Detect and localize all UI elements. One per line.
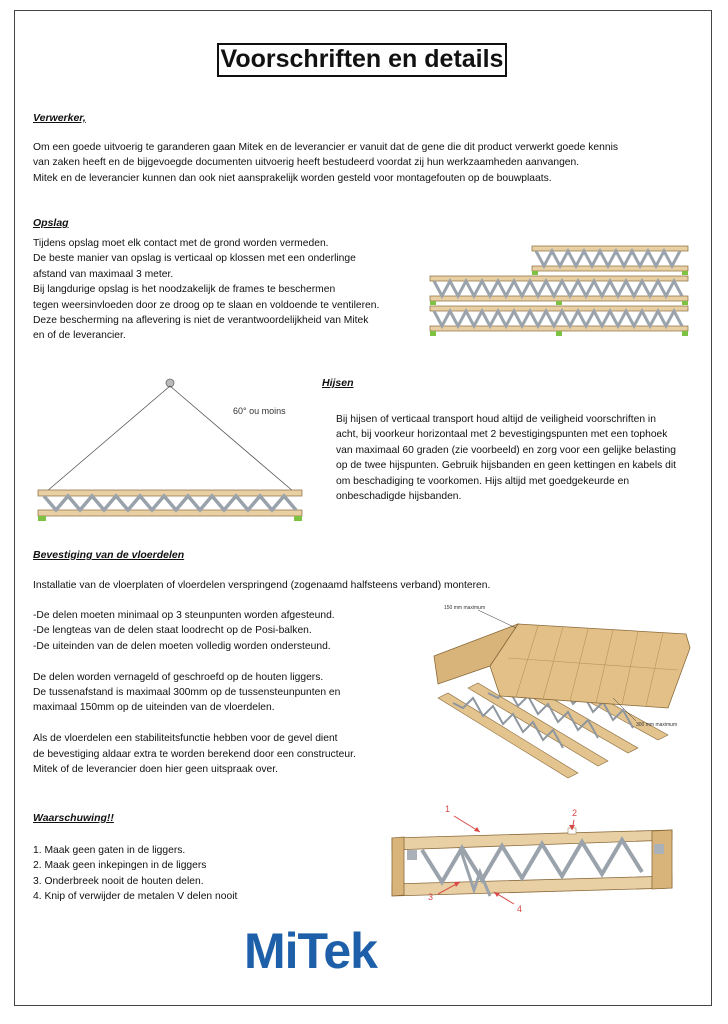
callout-1: 1	[445, 804, 451, 814]
bevestiging-stability-line: de bevestiging aldaar extra te worden berekend door een constructeur.	[33, 748, 356, 760]
warning-item: 3. Onderbreek nooit de houten delen.	[33, 875, 204, 887]
opslag-heading: Opslag	[33, 217, 69, 229]
opslag-text	[33, 236, 379, 344]
bevestiging-stability-line: Als de vloerdelen een stabiliteitsfunctie hebben voor de gevel dient	[33, 733, 338, 745]
opslag-line: tegen weersinvloeden door ze droog op te slaan en voldoende te ventileren.	[33, 299, 380, 311]
storage-stack-illustration	[428, 242, 694, 340]
callout-2: 2	[572, 808, 578, 818]
verwerker-line: van zaken heeft en de bijgevoegde documenten uitvoerig heeft bestudeerd voordat zij hun werkzaamheden aanvangen.	[33, 157, 580, 169]
opslag-line: Deze bescherming na aflevering is niet de verantwoordelijkheid van Mitek	[33, 314, 369, 326]
waarschuwing-list	[33, 843, 237, 905]
verwerker-text	[33, 140, 618, 186]
bevestiging-nailing-line: De tussenafstand is maximaal 300mm op de tussensteunpunten en	[33, 686, 341, 698]
damaged-joist-illustration	[382, 800, 682, 918]
warning-item: 1. Maak geen gaten in de liggers.	[33, 845, 186, 856]
page-title: Voorschriften en details	[217, 43, 507, 77]
bevestiging-nailing-line: De delen worden vernageld of geschroefd op de houten liggers.	[33, 671, 324, 683]
waarschuwing-heading: Waarschuwing!!	[33, 812, 114, 824]
callout-4: 4	[517, 904, 523, 914]
hijsen-line: op de twee hijspunten. Gebruik hijsbanden en geen kettingen en kabels dit	[336, 460, 677, 472]
sling-left	[46, 386, 170, 492]
bevestiging-intro: Installatie van de vloerplaten of vloerdelen verspringend (zogenaamd halfsteens verband) monteren.	[33, 580, 491, 591]
bevestiging-stability-line: Mitek of de leverancier doen hier geen uitspraak over.	[33, 763, 278, 775]
floor-deck-illustration	[428, 598, 696, 788]
lifting-illustration	[34, 372, 306, 524]
lifted-joist	[38, 490, 302, 521]
hijsen-line: van maximaal 60 graden (zie voorbeeld) en zorg voor een gelijke belasting	[336, 444, 676, 456]
opslag-line: Tijdens opslag moet elk contact met de grond worden vermeden.	[33, 238, 329, 249]
verwerker-line: Om een goede uitvoerig te garanderen gaan Mitek en de leverancier er vanuit dat de gene die dit product verwerkt goede kennis	[33, 142, 619, 153]
damaged-joist	[392, 828, 672, 896]
bevestiging-nailing-line: maximaal 150mm op de uiteinden van de vloerdelen.	[33, 702, 275, 714]
hijsen-line: acht, bij voorkeur horizontaal met 2 bevestigingspunten met een tophoek	[336, 429, 668, 441]
hijsen-text	[336, 412, 676, 504]
sling-right	[170, 386, 294, 492]
warning-item: 2. Maak geen inkepingen in de liggers	[33, 860, 207, 872]
bevestiging-point: -De delen moeten minimaal op 3 steunpunten worden afgesteund.	[33, 610, 335, 621]
callout-3: 3	[428, 892, 434, 902]
lifting-hook-icon	[166, 379, 174, 387]
warning-item: 4. Knip of verwijder de metalen V delen nooit	[33, 891, 238, 903]
verwerker-line: Mitek en de leverancier kunnen dan ook niet aansprakelijk worden gesteld voor montagefouten op de bouwplaats.	[33, 172, 552, 184]
joist-stack	[430, 246, 688, 336]
mitek-logo: MiTek	[244, 923, 377, 979]
opslag-line: De beste manier van opslag is verticaal op klossen met een onderlinge	[33, 253, 356, 265]
verwerker-heading: Verwerker,	[33, 112, 86, 124]
hijsen-line: om beschadiging te voorkomen. Hijs altijd met goedgekeurde en	[336, 475, 630, 487]
hijsen-line: Bij hijsen of verticaal transport houd altijd de veiligheid voorschriften in	[336, 414, 656, 425]
angle-label: 60° ou moins	[233, 406, 286, 416]
label-150mm: 150 mm maximum	[444, 605, 486, 611]
bevestiging-point: -De uiteinden van de delen moeten volledig worden ondersteund.	[33, 640, 331, 652]
bevestiging-point: -De lengteas van de delen staat loodrecht op de Posi-balken.	[33, 625, 312, 637]
floor-boards	[434, 624, 690, 708]
hijsen-line: onbeschadigde hijsbanden.	[336, 490, 462, 502]
bevestiging-heading: Bevestiging van de vloerdelen	[33, 549, 185, 561]
opslag-line: afstand van maximaal 3 meter.	[33, 268, 174, 280]
opslag-line: en of de leverancier.	[33, 330, 126, 342]
bevestiging-text	[33, 608, 356, 777]
opslag-line: Bij langdurige opslag is het noodzakelijk de frames te beschermen	[33, 284, 336, 296]
hijsen-heading: Hijsen	[322, 377, 354, 389]
label-300mm: 300 mm maximum	[636, 722, 678, 728]
